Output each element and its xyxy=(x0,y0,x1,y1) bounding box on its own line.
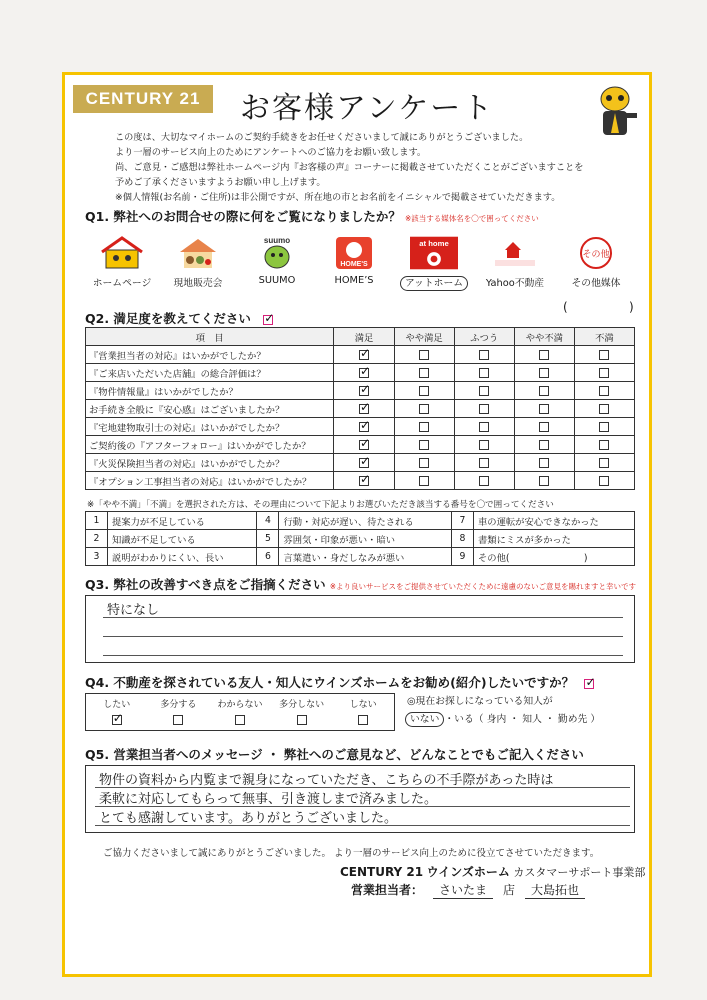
rating-cell xyxy=(394,472,454,490)
q4-option-probably-not[interactable] xyxy=(271,694,333,730)
rating-checkbox[interactable] xyxy=(479,458,489,468)
col-header-dissatisfied: 不満 xyxy=(574,328,634,346)
rating-checkbox[interactable] xyxy=(479,422,489,432)
q3-answer-lines xyxy=(103,599,623,656)
media-label: ホームページ xyxy=(92,278,152,289)
reason-note: ※「やや不満」「不満」を選択された方は、その理由について下記よりお選びいただき該当する番号を〇で囲ってください xyxy=(87,500,554,510)
dog-mascot-icon xyxy=(589,83,641,143)
rating-checkbox[interactable] xyxy=(599,386,609,396)
company-name: ウインズホーム xyxy=(426,865,510,879)
media-label: Yahoo不動産 xyxy=(485,278,545,289)
rating-cell xyxy=(574,364,634,382)
reason-number[interactable]: 3 xyxy=(86,548,108,566)
store-name: さいたま xyxy=(433,881,493,899)
rating-cell xyxy=(334,400,394,418)
intro-text xyxy=(115,130,595,205)
rating-cell xyxy=(394,454,454,472)
satisfaction-row xyxy=(86,346,635,364)
rating-cell xyxy=(514,418,574,436)
house-mascot-icon xyxy=(98,235,146,271)
q3-answer-line: 特になし xyxy=(103,599,623,618)
reason-text: 説明がわかりにくい、長い xyxy=(108,548,257,566)
company-dept: カスタマーサポート事業部 xyxy=(513,866,646,879)
rating-checkbox[interactable] xyxy=(599,476,609,486)
rating-checkbox-checked[interactable] xyxy=(359,368,369,378)
rating-cell xyxy=(334,472,394,490)
rating-cell xyxy=(454,382,514,400)
rating-checkbox[interactable] xyxy=(479,476,489,486)
q4-option-label: したい xyxy=(103,700,131,710)
satisfaction-item: 『オプション工事担当者の対応』はいかがでしたか？ xyxy=(86,472,334,490)
thanks-text: ご協力くださいまして誠にありがとうございました。 より一層のサービス向上のために役立てさせていただきます。 xyxy=(103,848,600,859)
rating-checkbox[interactable] xyxy=(539,386,549,396)
satisfaction-row xyxy=(86,400,635,418)
q5-answer-line: 物件の資料から内覧まで親身になっていただき、こちらの不手際があった時は xyxy=(95,769,630,788)
rating-checkbox-checked[interactable] xyxy=(359,476,369,486)
athome-logo-icon xyxy=(410,235,458,271)
q4-option-label: わからない xyxy=(217,700,263,710)
media-options xyxy=(85,235,640,295)
rating-checkbox[interactable] xyxy=(479,350,489,360)
rating-cell xyxy=(574,436,634,454)
satisfaction-row xyxy=(86,454,635,472)
q4-title xyxy=(85,673,594,691)
rating-checkbox-checked[interactable] xyxy=(359,440,369,450)
yahoo-realestate-icon xyxy=(491,235,539,271)
suumo-mascot-icon xyxy=(253,235,301,271)
reason-number[interactable]: 4 xyxy=(257,512,279,530)
rating-cell xyxy=(394,436,454,454)
q3-title xyxy=(85,575,636,593)
satisfaction-item: 『物件情報量』はいかがでしたか？ xyxy=(86,382,334,400)
q2-checkmark xyxy=(263,315,273,325)
reason-text: 言葉遣い・身だしなみが悪い xyxy=(279,548,452,566)
rating-cell xyxy=(514,382,574,400)
reason-text: 書類にミスが多かった xyxy=(473,530,634,548)
other-media-icon xyxy=(572,235,620,271)
rating-cell xyxy=(334,364,394,382)
q5-question: Q5. 営業担当者へのメッセージ ・ 弊社へのご意見など、どんなことでもご記入ください xyxy=(85,747,584,762)
satisfaction-item: お手続き全般に『安心感』はございましたか？ xyxy=(86,400,334,418)
reason-text: 雰囲気・印象が悪い・暗い xyxy=(279,530,452,548)
rating-cell xyxy=(454,400,514,418)
media-athome[interactable] xyxy=(397,235,471,289)
q4-option-want[interactable] xyxy=(86,694,148,730)
q4-option-box[interactable] xyxy=(358,715,368,725)
homes-logo-icon xyxy=(330,235,378,271)
rating-cell xyxy=(574,472,634,490)
media-label: SUUMO xyxy=(258,275,296,286)
q4-option-unsure[interactable] xyxy=(209,694,271,730)
company-line xyxy=(340,863,645,880)
rating-cell xyxy=(574,400,634,418)
rating-cell xyxy=(394,418,454,436)
q4-option-box-checked[interactable] xyxy=(112,715,122,725)
satisfaction-row xyxy=(86,418,635,436)
svg-text:その他: その他 xyxy=(582,250,610,260)
rating-cell xyxy=(514,400,574,418)
reason-number[interactable]: 8 xyxy=(451,530,473,548)
rating-cell xyxy=(394,346,454,364)
intro-line: 尚、ご意見・ご感想は弊社ホームページ内『お客様の声』コーナーに掲載させていただくことがございますことを xyxy=(115,162,584,173)
rating-checkbox[interactable] xyxy=(419,476,429,486)
reason-text: 知識が不足している xyxy=(108,530,257,548)
company-brand: CENTURY 21 xyxy=(340,865,424,879)
rating-checkbox-checked[interactable] xyxy=(359,404,369,414)
rating-checkbox[interactable] xyxy=(539,368,549,378)
satisfaction-row xyxy=(86,436,635,454)
q4-options xyxy=(85,693,395,731)
rating-cell xyxy=(514,364,574,382)
q5-answer-line: 柔軟に対応してもらって無事、引き渡しまで済みました。 xyxy=(95,788,630,807)
staff-label: 営業担当者： xyxy=(351,883,424,897)
reason-number[interactable]: 2 xyxy=(86,530,108,548)
q4-question: Q4. 不動産を探されている友人・知人にウインズホームをお勧め(紹介)したいですか？ xyxy=(85,675,575,690)
other-paren-open: ( xyxy=(563,300,568,314)
media-label: 現地販売会 xyxy=(173,278,223,289)
rating-cell xyxy=(454,436,514,454)
col-header-somewhat-dissatisfied: やや不満 xyxy=(514,328,574,346)
reason-number[interactable]: 6 xyxy=(257,548,279,566)
rating-cell xyxy=(574,382,634,400)
rating-cell xyxy=(334,346,394,364)
reason-row xyxy=(86,548,635,566)
reason-row xyxy=(86,512,635,530)
reason-row xyxy=(86,530,635,548)
q4-option-label: しない xyxy=(349,700,377,710)
rating-cell xyxy=(334,418,394,436)
media-suumo[interactable] xyxy=(240,235,314,286)
rating-cell xyxy=(454,472,514,490)
media-homepage[interactable] xyxy=(85,235,159,289)
satisfaction-row xyxy=(86,382,635,400)
q3-question: Q3. 弊社の改善すべき点をご指摘ください xyxy=(85,577,326,592)
staff-name: 大島拓也 xyxy=(525,881,585,899)
col-header-neutral: ふつう xyxy=(454,328,514,346)
q4-option-no[interactable] xyxy=(332,694,394,730)
satisfaction-item: 『火災保険担当者の対応』はいかがでしたか？ xyxy=(86,454,334,472)
q1-title xyxy=(85,207,539,225)
rating-cell xyxy=(394,364,454,382)
satisfaction-item: 『宅地建物取引士の対応』はいかがでしたか？ xyxy=(86,418,334,436)
rating-checkbox[interactable] xyxy=(419,386,429,396)
rating-checkbox[interactable] xyxy=(599,404,609,414)
q4-checkmark xyxy=(584,679,594,689)
satisfaction-row xyxy=(86,364,635,382)
rating-cell xyxy=(454,418,514,436)
svg-text:suumo: suumo xyxy=(263,236,291,245)
intro-line: より一層のサービス向上のためにアンケートへのご協力をお願い致します。 xyxy=(115,147,427,158)
rating-checkbox[interactable] xyxy=(419,458,429,468)
q2-question: Q2. 満足度を教えてください xyxy=(85,311,251,326)
rating-checkbox[interactable] xyxy=(539,422,549,432)
q5-answer-line: とても感謝しています。ありがとうございました。 xyxy=(95,807,630,826)
satisfaction-item: 『営業担当者の対応』はいかがでしたか？ xyxy=(86,346,334,364)
rating-cell xyxy=(514,472,574,490)
reason-number[interactable]: 9 xyxy=(451,548,473,566)
rating-cell xyxy=(334,436,394,454)
rating-checkbox[interactable] xyxy=(539,476,549,486)
rating-cell xyxy=(454,364,514,382)
rating-checkbox[interactable] xyxy=(539,458,549,468)
q5-title xyxy=(85,745,584,763)
reason-text: 提案力が不足している xyxy=(108,512,257,530)
other-paren-close: ) xyxy=(629,300,634,314)
rating-cell xyxy=(334,454,394,472)
rating-checkbox[interactable] xyxy=(419,350,429,360)
store-suffix: 店 xyxy=(503,883,516,897)
rating-cell xyxy=(454,454,514,472)
svg-text:HOME'S: HOME'S xyxy=(340,261,368,268)
intro-line: 予めご了承くださいますようお願い申し上げます。 xyxy=(115,177,326,188)
col-header-somewhat-satisfied: やや満足 xyxy=(394,328,454,346)
q3-answer-line xyxy=(103,618,623,637)
rating-checkbox[interactable] xyxy=(539,350,549,360)
reason-text: 車の運転が安心できなかった xyxy=(473,512,634,530)
rating-checkbox[interactable] xyxy=(479,440,489,450)
rating-checkbox[interactable] xyxy=(599,458,609,468)
media-yahoo[interactable] xyxy=(478,235,552,289)
reason-text: 行動・対応が遅い、待たされる xyxy=(279,512,452,530)
reason-text: その他( ) xyxy=(473,548,634,566)
media-label: その他媒体 xyxy=(571,278,621,289)
rating-cell xyxy=(454,346,514,364)
rating-cell xyxy=(574,454,634,472)
rating-cell xyxy=(514,346,574,364)
q3-note: ※より良いサービスをご提供させていただくために遠慮のないご意見を賜れますと幸いです xyxy=(329,582,636,591)
media-label-circled: アットホーム xyxy=(400,276,468,291)
q1-question: Q1. 弊社へのお問合せの際に何をご覧になりましたか？ xyxy=(85,209,401,224)
col-header-satisfied: 満足 xyxy=(334,328,394,346)
reason-number[interactable]: 5 xyxy=(257,530,279,548)
q4-option-box[interactable] xyxy=(297,715,307,725)
q4-option-label: 多分しない xyxy=(279,700,325,710)
rating-checkbox[interactable] xyxy=(419,440,429,450)
rating-cell xyxy=(514,454,574,472)
family-house-icon xyxy=(174,235,222,271)
reason-table xyxy=(85,511,635,566)
rating-checkbox[interactable] xyxy=(599,350,609,360)
rating-checkbox-checked[interactable] xyxy=(359,386,369,396)
rating-checkbox-checked[interactable] xyxy=(359,350,369,360)
q4-option-box[interactable] xyxy=(235,715,245,725)
reason-number[interactable]: 7 xyxy=(451,512,473,530)
rating-checkbox[interactable] xyxy=(599,422,609,432)
rating-checkbox[interactable] xyxy=(539,404,549,414)
rating-cell xyxy=(574,346,634,364)
col-header-item: 項 目 xyxy=(86,328,334,346)
rating-checkbox[interactable] xyxy=(539,440,549,450)
rating-checkbox[interactable] xyxy=(479,404,489,414)
reason-number[interactable]: 1 xyxy=(86,512,108,530)
rating-checkbox[interactable] xyxy=(419,422,429,432)
rating-checkbox[interactable] xyxy=(479,368,489,378)
media-label: HOME’S xyxy=(334,275,374,286)
svg-text:at home: at home xyxy=(419,239,449,249)
rating-checkbox[interactable] xyxy=(479,386,489,396)
rating-cell xyxy=(394,400,454,418)
rating-cell xyxy=(514,436,574,454)
rating-checkbox-checked[interactable] xyxy=(359,458,369,468)
rating-cell xyxy=(574,418,634,436)
page-title: お客様アンケート xyxy=(240,91,495,126)
intro-line: この度は、大切なマイホームのご契約手続きをお任せくださいまして誠にありがとうございました。 xyxy=(115,132,529,143)
rating-cell xyxy=(334,382,394,400)
q4-circled-none[interactable]: いない xyxy=(405,712,444,727)
q4-option-probably[interactable] xyxy=(148,694,210,730)
q4-option-box[interactable] xyxy=(173,715,183,725)
satisfaction-item: 『ご来店いただいた店舗』の総合評価は？ xyxy=(86,364,334,382)
staff-line xyxy=(351,881,585,899)
q4-option-label: 多分する xyxy=(160,700,197,710)
q4-acquaintance-rest: ・いる（ 身内 ・ 知人 ・ 勤め先 ） xyxy=(444,714,601,725)
rating-checkbox[interactable] xyxy=(419,368,429,378)
q4-acquaintance-answer xyxy=(405,711,600,725)
q1-note: ※該当する媒体名を〇で囲ってください xyxy=(404,214,539,223)
rating-checkbox-checked[interactable] xyxy=(359,422,369,432)
survey-sheet xyxy=(62,72,652,977)
satisfaction-item: ご契約後の『アフターフォロー』はいかがでしたか？ xyxy=(86,436,334,454)
q3-answer-line xyxy=(103,637,623,656)
intro-line: ※個人情報(お名前・ご住所)は非公開ですが、所在地の市とお名前をイニシャルで掲載させていただきます。 xyxy=(115,192,561,203)
satisfaction-row xyxy=(86,472,635,490)
rating-checkbox[interactable] xyxy=(599,368,609,378)
media-other[interactable] xyxy=(559,235,633,289)
century21-logo: CENTURY 21 xyxy=(73,85,213,113)
media-homes[interactable] xyxy=(317,235,391,286)
q5-answer-lines xyxy=(95,769,630,826)
media-open-house[interactable] xyxy=(161,235,235,289)
satisfaction-table xyxy=(85,327,635,490)
q4-acquaintance-question: ◎現在お探しになっている知人が xyxy=(407,696,553,707)
rating-checkbox[interactable] xyxy=(599,440,609,450)
rating-cell xyxy=(394,382,454,400)
q2-title xyxy=(85,309,273,327)
rating-checkbox[interactable] xyxy=(419,404,429,414)
